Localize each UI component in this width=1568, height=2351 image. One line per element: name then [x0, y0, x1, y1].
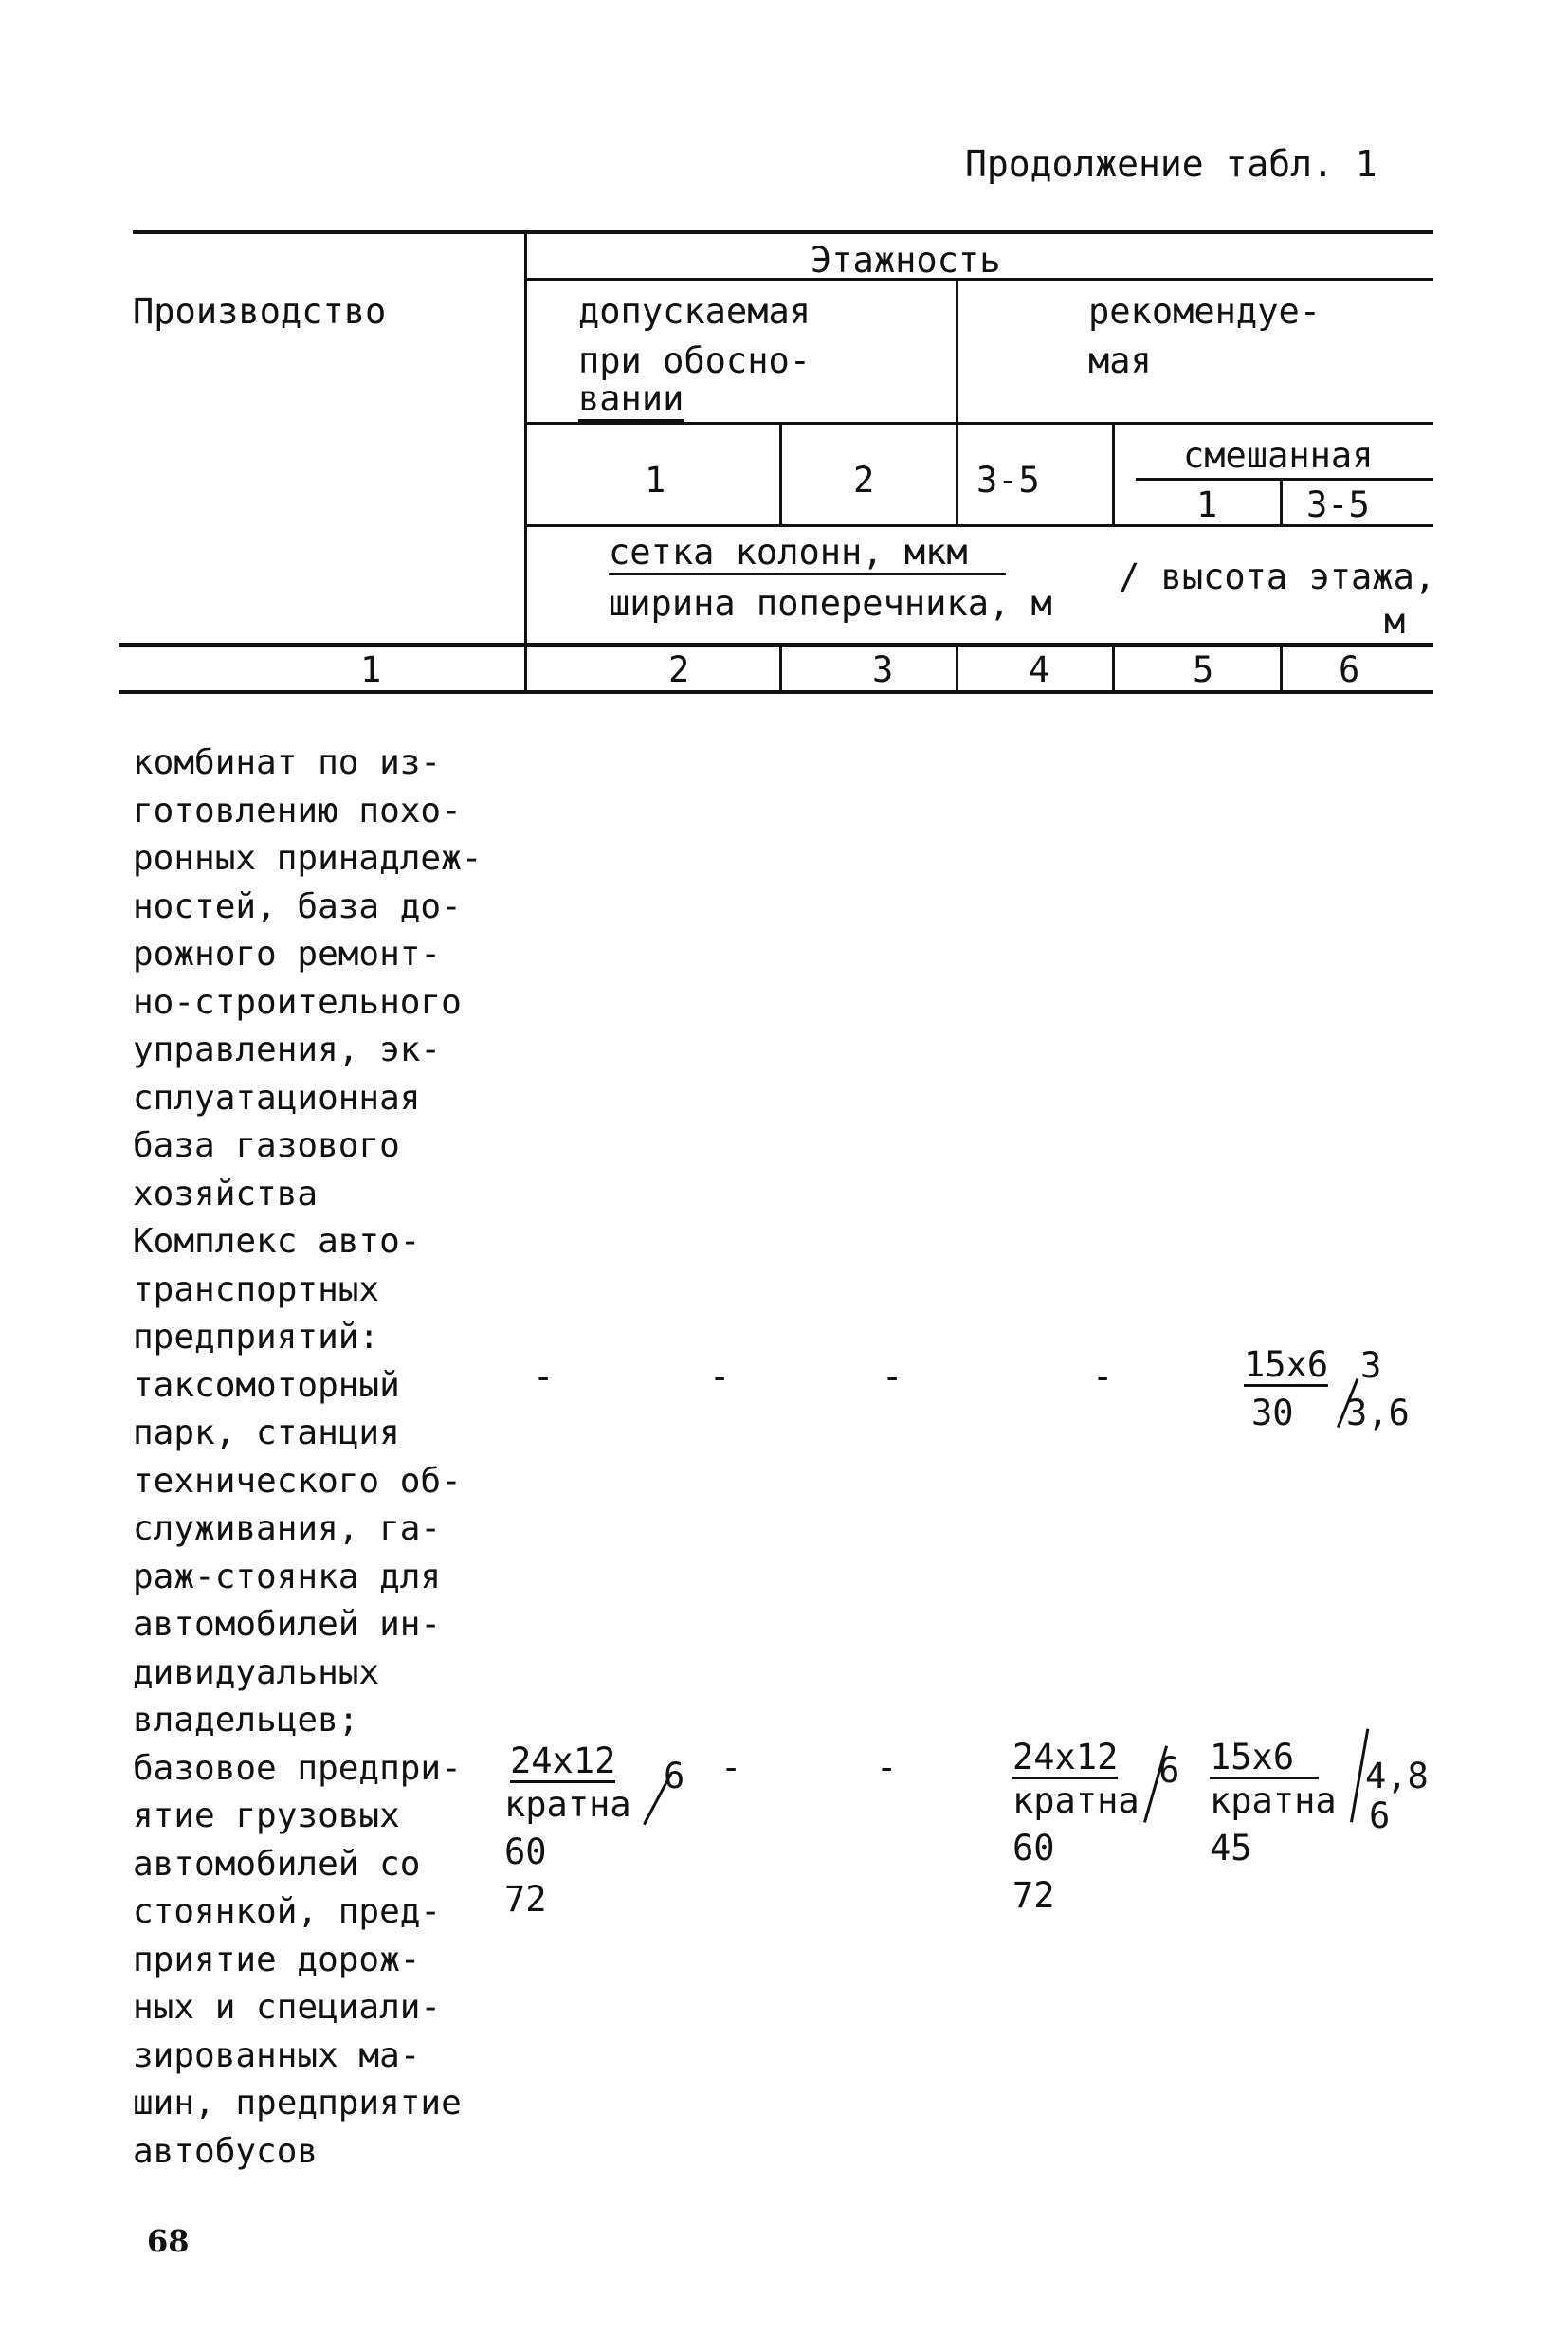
- truck-col3-dash: -: [720, 1747, 742, 1788]
- height-header: / высота этажа,: [1119, 556, 1436, 597]
- truck-col5-extra1: 60: [1012, 1828, 1055, 1868]
- taxi-col6-denominator: 30: [1251, 1393, 1294, 1433]
- subcol-2: 2: [853, 460, 875, 501]
- truck-col4-dash: -: [876, 1747, 898, 1788]
- numrow-sep-3-4: [956, 645, 958, 694]
- allowed-row-bottom: [524, 422, 1433, 425]
- subcol-3-5: 3-5: [976, 460, 1040, 501]
- allowed-header-line1: допускаемая: [578, 291, 811, 332]
- truck-col2-denominator: кратна: [504, 1784, 631, 1825]
- production-text: [133, 739, 482, 2176]
- production-line: раж-стоянка для: [133, 1557, 442, 1596]
- production-line: стоянкой, пред-: [133, 1892, 442, 1931]
- header-bottom-border: [119, 643, 1433, 647]
- production-line: ностей, база до-: [133, 886, 462, 926]
- allowed-header-line3: вании: [578, 379, 684, 422]
- production-line: дивидуальных: [133, 1652, 380, 1692]
- production-line: ных и специали-: [133, 1988, 442, 2027]
- production-line: владельцев;: [133, 1701, 359, 1740]
- column-number-4: 4: [1029, 649, 1050, 690]
- production-line: зированных ма-: [133, 2035, 421, 2075]
- truck-col6-denominator: кратна: [1210, 1780, 1337, 1821]
- production-line: комбинат по из-: [133, 743, 442, 782]
- mixed-sub-3-5: 3-5: [1306, 484, 1370, 525]
- height-unit: м: [1384, 601, 1406, 642]
- subcols-row-bottom: [524, 524, 1433, 527]
- col1-separator: [524, 230, 527, 694]
- truck-col5-numerator: 24x12: [1012, 1737, 1119, 1777]
- column-number-3: 3: [872, 649, 894, 690]
- production-line: технического об-: [133, 1461, 462, 1501]
- production-line: шин, предприятие: [133, 2084, 462, 2123]
- production-line: таксомоторный: [133, 1365, 400, 1405]
- grid-denominator: ширина поперечника, м: [609, 583, 1052, 624]
- truck-col2-numerator: 24x12: [510, 1740, 616, 1781]
- taxi-col6-numerator: 15x6: [1244, 1344, 1329, 1385]
- numrow-sep-2-3: [779, 645, 782, 694]
- production-line: базовое предпри-: [133, 1748, 462, 1788]
- truck-col6-numerator: 15x6: [1210, 1739, 1319, 1779]
- taxi-col6-height2: 3,6: [1346, 1393, 1410, 1433]
- production-line: сплуатационная: [133, 1078, 421, 1118]
- truck-col5-extra2: 72: [1012, 1875, 1055, 1916]
- subcol-1: 1: [645, 460, 666, 501]
- production-line: готовлению похо-: [133, 791, 462, 830]
- production-line: хозяйства: [133, 1174, 319, 1213]
- production-line: автомобилей со: [133, 1844, 421, 1884]
- production-line: приятие дорож-: [133, 1940, 421, 1979]
- mixed-sub-separator: [1280, 478, 1283, 527]
- production-line: ятие грузовых: [133, 1796, 400, 1835]
- taxi-col2-dash: -: [533, 1357, 555, 1397]
- production-header: Производство: [133, 291, 387, 332]
- taxi-col4-dash: -: [882, 1357, 903, 1397]
- numrow-sep-4-5: [1112, 645, 1115, 694]
- truck-col5-denominator: кратна: [1012, 1780, 1140, 1821]
- truck-col2-height: 6: [664, 1756, 685, 1796]
- floors-header: Этажность: [811, 240, 1001, 281]
- truck-col6-extra1: 45: [1210, 1828, 1252, 1868]
- taxi-col5-dash: -: [1092, 1357, 1114, 1397]
- column-number-6: 6: [1339, 649, 1360, 690]
- production-line: парк, станция: [133, 1413, 400, 1452]
- truck-col6-height1: 4,8: [1365, 1756, 1429, 1796]
- col2-col3-separator: [779, 422, 782, 527]
- production-line: автобусов: [133, 2131, 319, 2171]
- recommended-header-line1: рекомендуе-: [1088, 291, 1322, 332]
- column-number-1: 1: [360, 649, 382, 690]
- truck-col5-height: 6: [1158, 1750, 1180, 1791]
- production-line: рожного ремонт-: [133, 935, 442, 974]
- production-line: база газового: [133, 1126, 400, 1165]
- taxi-col3-dash: -: [709, 1357, 731, 1397]
- taxi-col6-height1: 3: [1360, 1345, 1382, 1386]
- column-number-2: 2: [668, 649, 690, 690]
- recommended-header-line2: мая: [1088, 340, 1152, 381]
- production-line: управления, эк-: [133, 1030, 442, 1069]
- truck-col2-extra1: 60: [504, 1832, 547, 1872]
- mixed-header: смешанная: [1183, 435, 1374, 476]
- production-line: но-строительного: [133, 982, 462, 1022]
- allowed-recommended-separator: [956, 281, 958, 527]
- truck-col2-extra2: 72: [504, 1879, 547, 1920]
- numrow-sep-5-6: [1280, 645, 1283, 694]
- production-line: Комплекс авто-: [133, 1222, 421, 1261]
- col4-col5-separator: [1112, 422, 1115, 527]
- production-line: транспортных: [133, 1269, 380, 1309]
- production-line: служивания, га-: [133, 1509, 442, 1548]
- mixed-sub-1: 1: [1196, 484, 1218, 525]
- allowed-header-line2: при обосно-: [578, 340, 811, 381]
- grid-numerator: сетка колонн, мкм: [609, 533, 1006, 575]
- truck-col6-height2: 6: [1369, 1795, 1391, 1836]
- page-number: 68: [147, 2223, 190, 2259]
- column-number-5: 5: [1193, 649, 1214, 690]
- production-line: автомобилей ин-: [133, 1605, 442, 1644]
- production-line: ронных принадлеж-: [133, 839, 483, 878]
- table-caption: Продолжение табл. 1: [965, 143, 1377, 185]
- column-numbers-bottom: [119, 690, 1433, 694]
- table-top-border: [133, 230, 1433, 234]
- production-line: предприятий:: [133, 1318, 380, 1357]
